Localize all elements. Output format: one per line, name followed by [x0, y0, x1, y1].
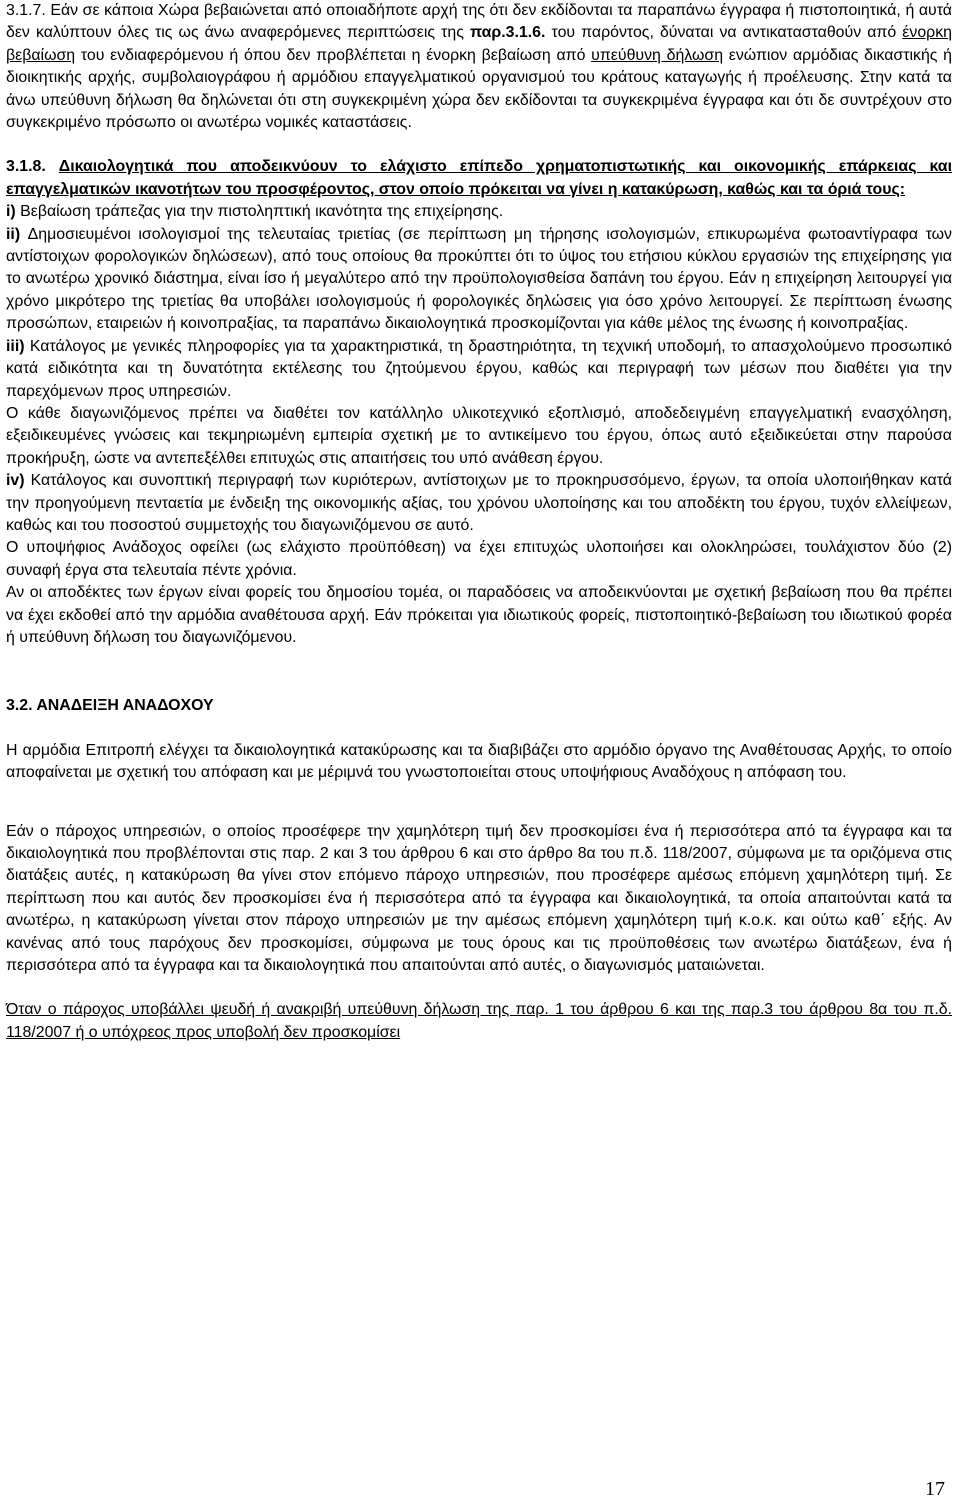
paragraph-text: του ενδιαφερόμενου ή όπου δεν προβλέπεται η ένορκη βεβαίωση από [75, 46, 592, 64]
underlined-term: ένορκη βεβαίωση [6, 24, 952, 64]
underlined-term: υπεύθυνη δήλωση [591, 46, 724, 64]
section-3-2-heading: 3.2. ΑΝΑΔΕΙΞΗ ΑΝΑΔΟΧΟΥ [6, 697, 214, 715]
item-iv-paragraph: Ο υποψήφιος Ανάδοχος οφείλει (ως ελάχιστο πρoϋπόθεση) να έχει επιτυχώς υλοποιήσει και ολοκληρώσει, τουλάχιστον δύο (2) συναφή έργα στα τελευταία πέντε χρόνια. [6, 539, 952, 579]
item-ii [6, 224, 952, 336]
paragraph-3-1-7 [6, 0, 952, 134]
item-iii-paragraph: Ο κάθε διαγωνιζόμενος πρέπει να διαθέτει τον κατάλληλο υλικοτεχνικό εξοπλισμό, αποδεδειγμένη επαγγελματική ενασχόληση, εξειδικευμένες γνώσεις και τεκμηριωμένη εμπειρία σχετική με το αντικείμενο του έργου, όπως αυτό εξειδικεύεται στην παρούσα προκήρυξη, ώστε να αντεπεξέλθει επιτυχώς στις απαιτήσεις του υπό ανάθεση έργου. [6, 404, 952, 467]
document-page [6, 0, 952, 1044]
paragraph-text: ενώπιον αρμόδιας δικαστικής ή διοικητικής αρχής, συμβολαιογράφου ή αρμόδιου επαγγελματικού οργανισμού του κράτους καταγωγής ή προέλευσης. Στην κατά τα άνω υπεύθυνη δήλωση θα δηλώνεται ότι στη συγκεκριμένη χώρα δεν εκδίδονται τα συγκεκριμένα έγγραφα και ότι δε συντρέχουν στο συγκεκριμένο πρόσωπο οι ανωτέρω νομικές καταστάσεις. [6, 46, 953, 132]
item-iv [6, 470, 952, 537]
item-label: ii) [6, 225, 21, 243]
section-3-2-paragraph: Εάν ο πάροχος υπηρεσιών, ο οποίος προσέφερε την χαμηλότερη τιμή δεν προσκομίσει ένα ή περισσότερα από τα έγγραφα και τα δικαιολογητικά που προβλέπονται στις παρ. 2 και 3 του άρθρου 6 και στο άρθρο 8α του π.δ. 118/2007, σύμφωνα με τα οριζόμενα στις διατάξεις αυτές, η κατακύρωση θα γίνει στον επόμενο πάροχο υπηρεσιών, που προσέφερε αμέσως επόμενη χαμηλότερη τιμή. Σε περίπτωση που και αυτός δεν προσκομίσει ένα ή περισσότερα από τα έγγραφα και δικαιολογητικά, τα οποία απαιτούνται κατά τα ανωτέρω, η κατακύρωση γίνεται στον πάροχο υπηρεσιών με την αμέσως επόμενη χαμηλότερη τιμή κ.ο.κ. και ούτω καθ΄ εξής. Αν κανένας από τους παρόχους δεν προσκομίσει, σύμφωνα με τους όρους και τις προϋποθέσεις των ανωτέρω διατάξεων, ένα ή περισσότερα από τα έγγραφα και τα δικαιολογητικά που απαιτούνται από αυτές, ο διαγωνισμός ματαιώνεται. [6, 822, 952, 975]
paragraph-text: του παρόντος, δύναται να αντικατασταθούν από [545, 24, 903, 42]
item-iv-paragraph: Αν οι αποδέκτες των έργων είναι φορείς του δημοσίου τομέα, οι παραδόσεις να αποδεικνύονται με σχετική βεβαίωση που θα πρέπει να έχει εκδοθεί από την αρμόδια αναθέτουσα αρχή. Εάν πρόκειται για ιδιωτικούς φορείς, πιστοποιητικό-βεβαίωση του ιδιωτικού φορέα ή υπεύθυνη δήλωση του διαγωνιζόμενου. [6, 584, 952, 646]
item-label: iii) [6, 337, 25, 355]
item-text: Κατάλογος με γενικές πληροφορίες για τα χαρακτηριστικά, τη δραστηριότητα, τη τεχνική υποδομή, το απασχολούμενο προσωπικό κατά ειδικότητα και τη δυνατότητα εκτέλεσης του ζητούμενου έργου, καθώς και περιγραφή των μέσων που διαθέτει για την παρεχόμενων προς υπηρεσιών. [6, 337, 952, 400]
paragraph-text: Εάν σε κάποια Χώρα βεβαιώνεται από οποιαδήποτε αρχή της ότι δεν εκδίδονται τα παραπάνω έγγραφα ή πιστοποιητικά, ή αυτά δεν καλύπτουν όλες τις ως άνω αναφερόμενες περιπτώσεις της [6, 2, 952, 42]
item-text: Δημοσιευμένοι ισολογισμοί της τελευταίας τριετίας (σε περίπτωση μη τήρησης ισολογισμών, επικυρωμένα φωτοαντίγραφα των αντίστοιχων φορολογικών δηλώσεων), από τους οποίους θα προκύπτει ότι το ύψος του ετήσιου κύκλου εργασιών της επιχείρησης για το ανωτέρω χρονικό διάστημα, είναι ίσο ή μεγαλύτερο από την προϋπολογισθείσα δαπάνη του έργου. Εάν η επιχείρηση λειτουργεί για χρόνο μικρότερο της τριετίας θα υποβάλει ισολογισμούς ή φορολογικές δηλώσεις για όσο χρόνο λειτουργεί. Σε περίπτωση ένωσης προσώπων, εταιρειών ή κοινοπραξίας, τα παραπάνω δικαιολογητικά προσκομίζονται για κάθε μέλος της ένωσης ή κοινοπραξίας. [6, 225, 952, 333]
item-label: i) [6, 203, 16, 221]
item-label: iv) [6, 472, 25, 490]
item-text: Βεβαίωση τράπεζας για την πιστοληπτική ικανότητα της επιχείρησης. [15, 203, 504, 221]
section-heading: Δικαιολογητικά που αποδεικνύουν το ελάχιστο επίπεδο χρηματοπιστωτικής και οικονομικής επάρκειας και επαγγελματικών ικανοτήτων του προσφέροντος, στον οποίο πρόκειται να γίνει η κατακύρωση, καθώς και τα όριά τους: [6, 158, 952, 198]
paragraph-3-1-8-heading [6, 156, 952, 201]
section-3-2-paragraph: Όταν ο πάροχος υποβάλλει ψευδή ή ανακριβή υπεύθυνη δήλωση της παρ. 1 του άρθρου 6 και της παρ.3 του άρθρου 8α του π.δ. 118/2007 ή ο υπόχρεος προς υποβολή δεν προσκομίσει [6, 1001, 952, 1041]
item-text: Κατάλογος και συνοπτική περιγραφή των κυριότερων, αντίστοιχων με το πρoκηρυσσόμενο, έργων, τα οποία υλοποιήθηκαν κατά την προηγούμενη πενταετία με ένδειξη της οικονομικής αξίας, του χρόνου υλοποίησης και του αποδέκτη του έργου, τυχόν ελλείψεων, καθώς και του ποσοστού συμμετοχής του διαγωνιζόμενου σε αυτό. [6, 472, 952, 534]
section-number: 3.1.8. [6, 158, 46, 176]
section-number: 3.1.7. [6, 2, 46, 19]
item-i [6, 201, 952, 223]
section-3-2-paragraph: Η αρμόδια Επιτροπή ελέγχει τα δικαιολογητικά κατακύρωσης και τα διαβιβάζει στο αρμόδιο όργανο της Αναθέτουσας Αρχής, το οποίο αποφαίνεται με σχετική του απόφαση και με μέριμνά του γνωστοποιείται στους υποψήφιους Αναδόχους η απόφαση του. [6, 741, 952, 782]
page-number: 17 [925, 1478, 945, 1500]
item-iii [6, 336, 952, 403]
reference: παρ.3.1.6. [469, 24, 546, 42]
